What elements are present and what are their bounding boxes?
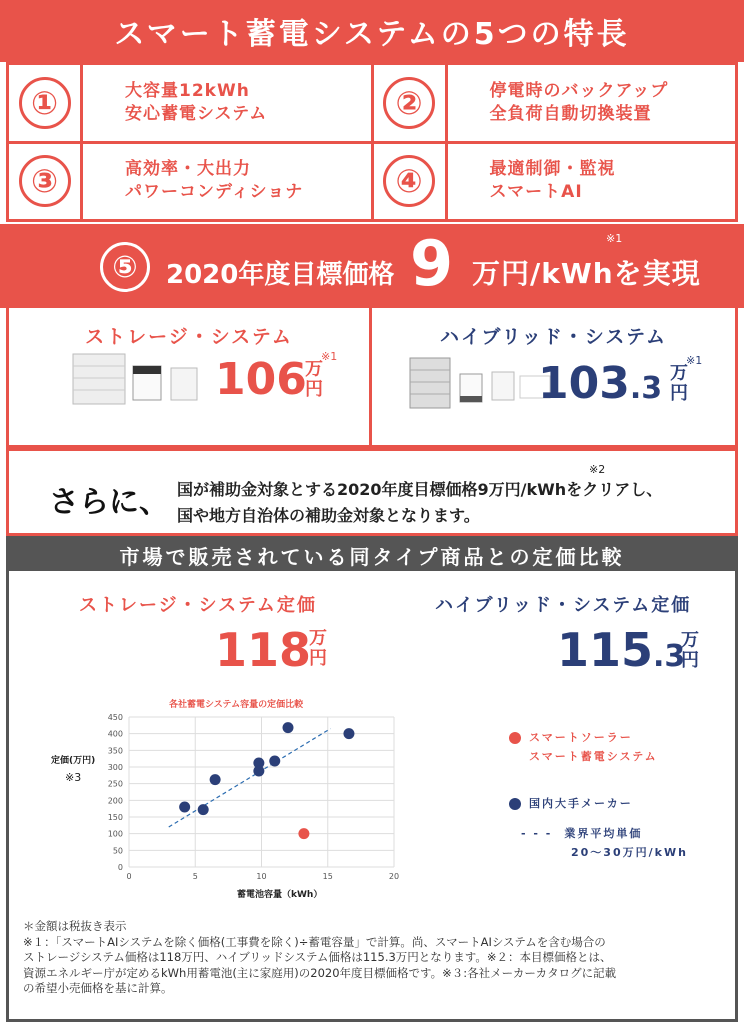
data-point	[198, 804, 209, 815]
feature-1	[9, 65, 371, 141]
storage-system-title: ストレージ・システム	[85, 326, 293, 348]
legend-marker	[509, 798, 521, 810]
x-tick-label: 10	[256, 872, 267, 881]
feature-line: パワーコンディショナ	[125, 182, 304, 203]
footnote-line: の希望小売価格を基に計算。	[23, 981, 173, 995]
banner-text: 2020年度目標価格	[166, 260, 395, 290]
legend-smart	[509, 729, 658, 764]
footnote-mark: ※1	[686, 354, 703, 367]
banner-unit-text: 万円/kWhを実現	[472, 257, 701, 290]
data-point	[343, 728, 354, 739]
storage-list-price-title: ストレージ・システム定価	[79, 595, 317, 616]
hybrid-price-dec: .3	[629, 371, 663, 406]
legend-marker	[509, 732, 521, 744]
feature-grid	[6, 62, 738, 222]
subsidy-box	[6, 448, 738, 536]
storage-price: 106	[215, 354, 307, 405]
hybrid-system-box	[372, 308, 735, 445]
feature-number: ④	[383, 155, 435, 207]
comparison-heading: 市場で販売されている同タイプ商品との定価比較	[9, 539, 735, 571]
hybrid-system-title: ハイブリッド・システム	[439, 326, 667, 348]
header-bar	[0, 0, 744, 62]
feature-3	[9, 144, 371, 220]
legend-label: 業界平均単価	[564, 827, 643, 840]
subsidy-lead: さらに、	[49, 485, 169, 520]
y-tick-label: 200	[107, 796, 123, 806]
feature-number: ②	[383, 77, 435, 129]
feature-line: 安心蓄電システム	[125, 103, 268, 124]
hybrid-list-price-dec: .3	[653, 639, 686, 674]
feature-number: ③	[19, 155, 71, 207]
x-tick-label: 15	[322, 872, 333, 881]
y-tick-label: 300	[107, 763, 123, 772]
x-axis-label: 蓄電池容量（kWh）	[237, 890, 323, 900]
storage-list-price: 118	[215, 623, 312, 677]
footnote-mark: ※2	[589, 463, 606, 476]
legend-label: 国内大手メーカー	[529, 797, 633, 810]
hybrid-list-price-int: 115	[557, 623, 654, 677]
y-tick-label: 150	[107, 813, 123, 822]
y-tick-label: 350	[107, 746, 123, 756]
feature-line: 最適制御・監視	[489, 159, 616, 180]
legend-label: スマートソーラー	[529, 731, 633, 744]
footnote-line: 資源エネルギー庁が定めるkWh用蓄電池(主に家庭用)の2020年度目標価格です。※３:各社メーカーカタログに記載	[23, 965, 617, 980]
price-comparison	[6, 536, 738, 1022]
footnote-mark: ※1	[606, 232, 623, 245]
feature-line: 全負荷自動切換装置	[489, 103, 652, 124]
scatter-chart	[89, 709, 409, 889]
legend-label: 20〜30万円/kWh	[571, 846, 688, 859]
banner-big-number: 9	[410, 227, 454, 300]
y-tick-label: 400	[107, 729, 123, 739]
y-tick-label: 100	[107, 829, 123, 839]
trend-line	[169, 729, 331, 827]
system-prices	[6, 308, 738, 448]
feature-line: 停電時のバックアップ	[489, 80, 669, 101]
x-tick-label: 0	[126, 872, 132, 881]
y-tick-label: 50	[112, 846, 123, 856]
footnote-line: ストレージシステム価格は118万円、ハイブリッドシステム価格は115.3万円となります。※２：本目標価格とは、	[23, 950, 612, 964]
data-point	[210, 774, 221, 785]
page-title: スマート蓄電システムの5つの特長	[114, 17, 630, 52]
storage-system-box	[9, 308, 372, 445]
price-unit: 万円	[305, 359, 323, 400]
legend-average	[521, 825, 688, 860]
footnotes	[23, 919, 731, 997]
feature-line: スマートAI	[489, 182, 583, 203]
data-point	[298, 828, 309, 839]
target-price-banner	[0, 224, 744, 308]
footnote-line: ＊金額は税抜き表示	[23, 919, 127, 933]
footnote-mark: ※1	[321, 350, 338, 363]
y-axis-footnote: ※3	[65, 771, 82, 784]
feature-number: ⑤	[100, 242, 150, 292]
price-unit: 万円	[309, 628, 327, 669]
feature-line: 高効率・大出力	[125, 159, 251, 180]
chart-title: 各社蓄電システム容量の定価比較	[169, 700, 304, 710]
feature-2	[374, 65, 736, 141]
legend-label: スマート蓄電システム	[529, 750, 658, 763]
legend-maker	[509, 795, 633, 811]
footnote-line: ※１：「スマートAIシステムを除く価格(工事費を除く)÷蓄電容量」で計算。尚、スマートAIシステムを含む場合の	[23, 934, 606, 949]
hybrid-price-int: 103	[538, 358, 630, 409]
data-point	[283, 722, 294, 733]
data-point	[269, 756, 280, 767]
hybrid-list-price-title: ハイブリッド・システム定価	[435, 595, 692, 616]
data-point	[179, 802, 190, 813]
hybrid-price	[538, 358, 662, 409]
subsidy-line: 国や地方自治体の補助金対象となります。	[177, 506, 480, 525]
feature-4	[374, 144, 736, 220]
feature-line: 大容量12kWh	[125, 80, 250, 101]
y-tick-label: 0	[117, 863, 123, 872]
data-point	[253, 766, 264, 777]
y-axis-label: 定価(万円)	[51, 756, 96, 766]
price-unit: 万円	[670, 363, 688, 404]
x-tick-label: 5	[192, 872, 198, 881]
x-tick-label: 20	[388, 872, 400, 881]
feature-number: ①	[19, 77, 71, 129]
y-tick-label: 250	[107, 779, 123, 789]
legend-dash-marker: - - -	[521, 827, 553, 840]
subsidy-line: 国が補助金対象とする2020年度目標価格9万円/kWhをクリアし、	[177, 480, 663, 499]
price-unit: 万円	[681, 630, 699, 671]
hybrid-list-price	[557, 623, 685, 677]
y-tick-label: 450	[107, 713, 123, 722]
